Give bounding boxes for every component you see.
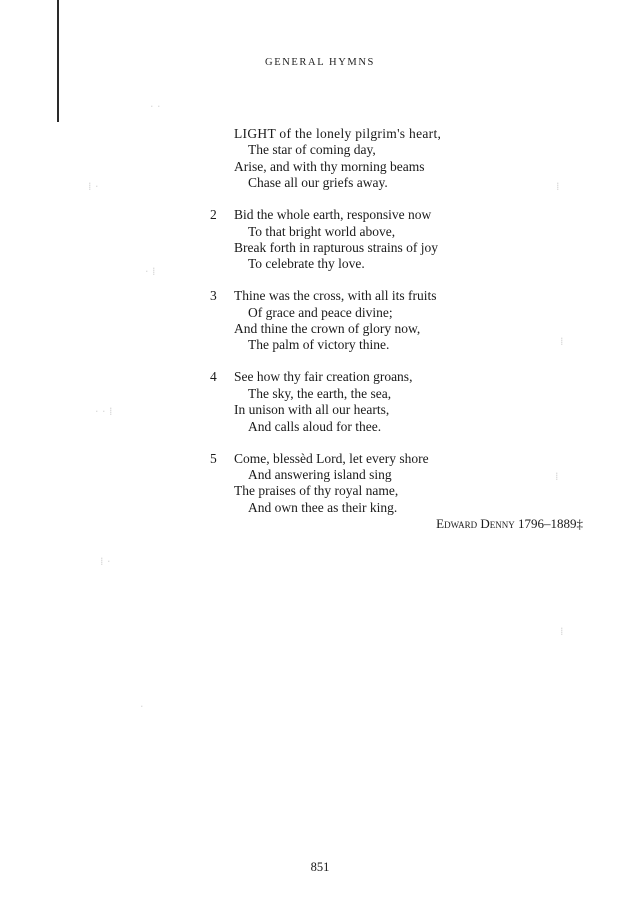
verse-line: The sky, the earth, the sea, (248, 385, 392, 401)
running-head: GENERAL HYMNS (265, 57, 375, 68)
verse-line: Come, blessèd Lord, let every shore (234, 450, 429, 466)
verse-line: Thine was the cross, with all its fruits (234, 288, 437, 304)
verse-line: And answering island sing (248, 466, 392, 482)
show-through-mark: ⁞ · (88, 180, 99, 193)
verse-line: Of grace and peace divine; (248, 304, 393, 320)
author-dates: 1796–1889‡ (518, 516, 583, 531)
verse-line: To that bright world above, (248, 223, 396, 239)
verse (200, 126, 600, 192)
verse-line: The palm of victory thine. (248, 337, 390, 353)
verse-line: And own thee as their king. (248, 499, 398, 515)
verse-number: 5 (210, 450, 217, 466)
show-through-mark: ⁞ (556, 180, 560, 193)
verse-line: In unison with all our hearts, (234, 402, 390, 418)
verse-line: LIGHT of the lonely pilgrim's heart, (234, 126, 442, 141)
show-through-mark: ⁞ · (100, 555, 111, 568)
verse-line: And thine the crown of glory now, (234, 321, 421, 337)
show-through-mark: ⁞ (560, 625, 564, 638)
page-number: 851 (310, 860, 330, 874)
verse-number: 2 (210, 207, 217, 223)
verse-line: See how thy fair creation groans, (234, 369, 413, 385)
author-name: Edward Denny (436, 516, 515, 531)
verse-line: The praises of thy royal name, (234, 483, 399, 499)
verse (200, 451, 600, 517)
show-through-mark: ⁞ (555, 470, 559, 483)
verse (200, 288, 600, 354)
verse-line: And calls aloud for thee. (248, 418, 382, 434)
hymn-text (200, 126, 600, 532)
show-through-mark: · ⁞ (145, 265, 156, 278)
verse-number: 3 (210, 288, 217, 304)
show-through-mark: · · ⁞ (95, 405, 113, 418)
verse-line: To celebrate thy love. (248, 256, 365, 272)
show-through-mark: ⁞ (560, 335, 564, 348)
verse-number: 4 (210, 369, 217, 385)
verse (200, 207, 600, 273)
verse-line: Break forth in rapturous strains of joy (234, 239, 438, 255)
verse-line: Chase all our griefs away. (248, 175, 388, 191)
author-attribution (200, 516, 583, 532)
verse-line: Bid the whole earth, responsive now (234, 207, 432, 223)
verse-line: The star of coming day, (248, 142, 376, 158)
verse-line: Arise, and with thy morning beams (234, 158, 425, 174)
show-through-mark: · · (150, 100, 161, 113)
verse (200, 369, 600, 435)
show-through-mark: · (140, 700, 144, 713)
